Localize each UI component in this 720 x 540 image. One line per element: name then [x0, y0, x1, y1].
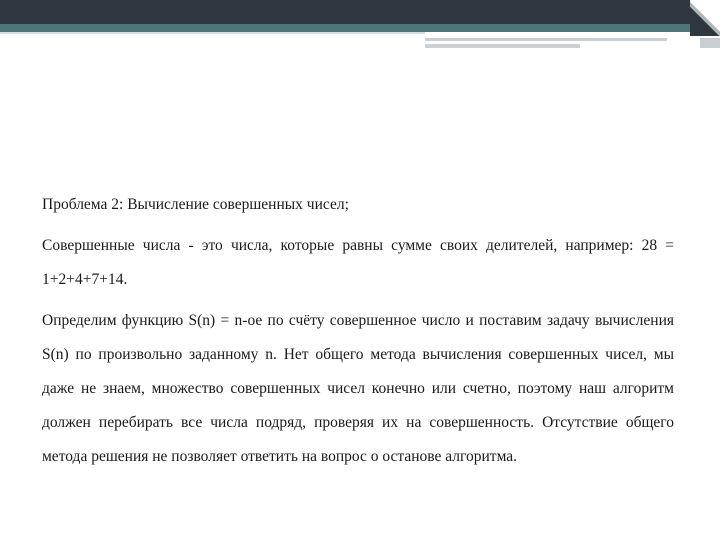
- decorative-line: [425, 38, 667, 41]
- decorative-line: [425, 44, 580, 48]
- definition-paragraph: Совершенные числа - это числа, которые равны сумме своих делителей, например: 28 = 1+2+4+7+14.: [42, 237, 674, 288]
- problem-heading: Проблема 2: Вычисление совершенных чисел;: [42, 196, 349, 213]
- slide-body: [42, 188, 674, 481]
- decorative-line: [0, 32, 425, 34]
- header-corner-decoration: [690, 0, 720, 36]
- header-accent-stripe: [0, 24, 690, 32]
- decorative-line: [700, 38, 720, 48]
- header-bar: [0, 0, 720, 24]
- explanation-paragraph: Определим функцию S(n) = n-ое по счёту совершенное число и поставим задачу вычисления S(n) по произвольно заданному n. Нет общего метода вычисления совершенных чисел, мы даже не знаем, множество совершенных чисел конечно или счетно, поэтому наш алгоритм должен перебирать все числа подряд, проверяя их на совершенность. Отсутствие общего метода решения не позволяет ответить на вопрос о останове алгоритма.: [42, 312, 674, 465]
